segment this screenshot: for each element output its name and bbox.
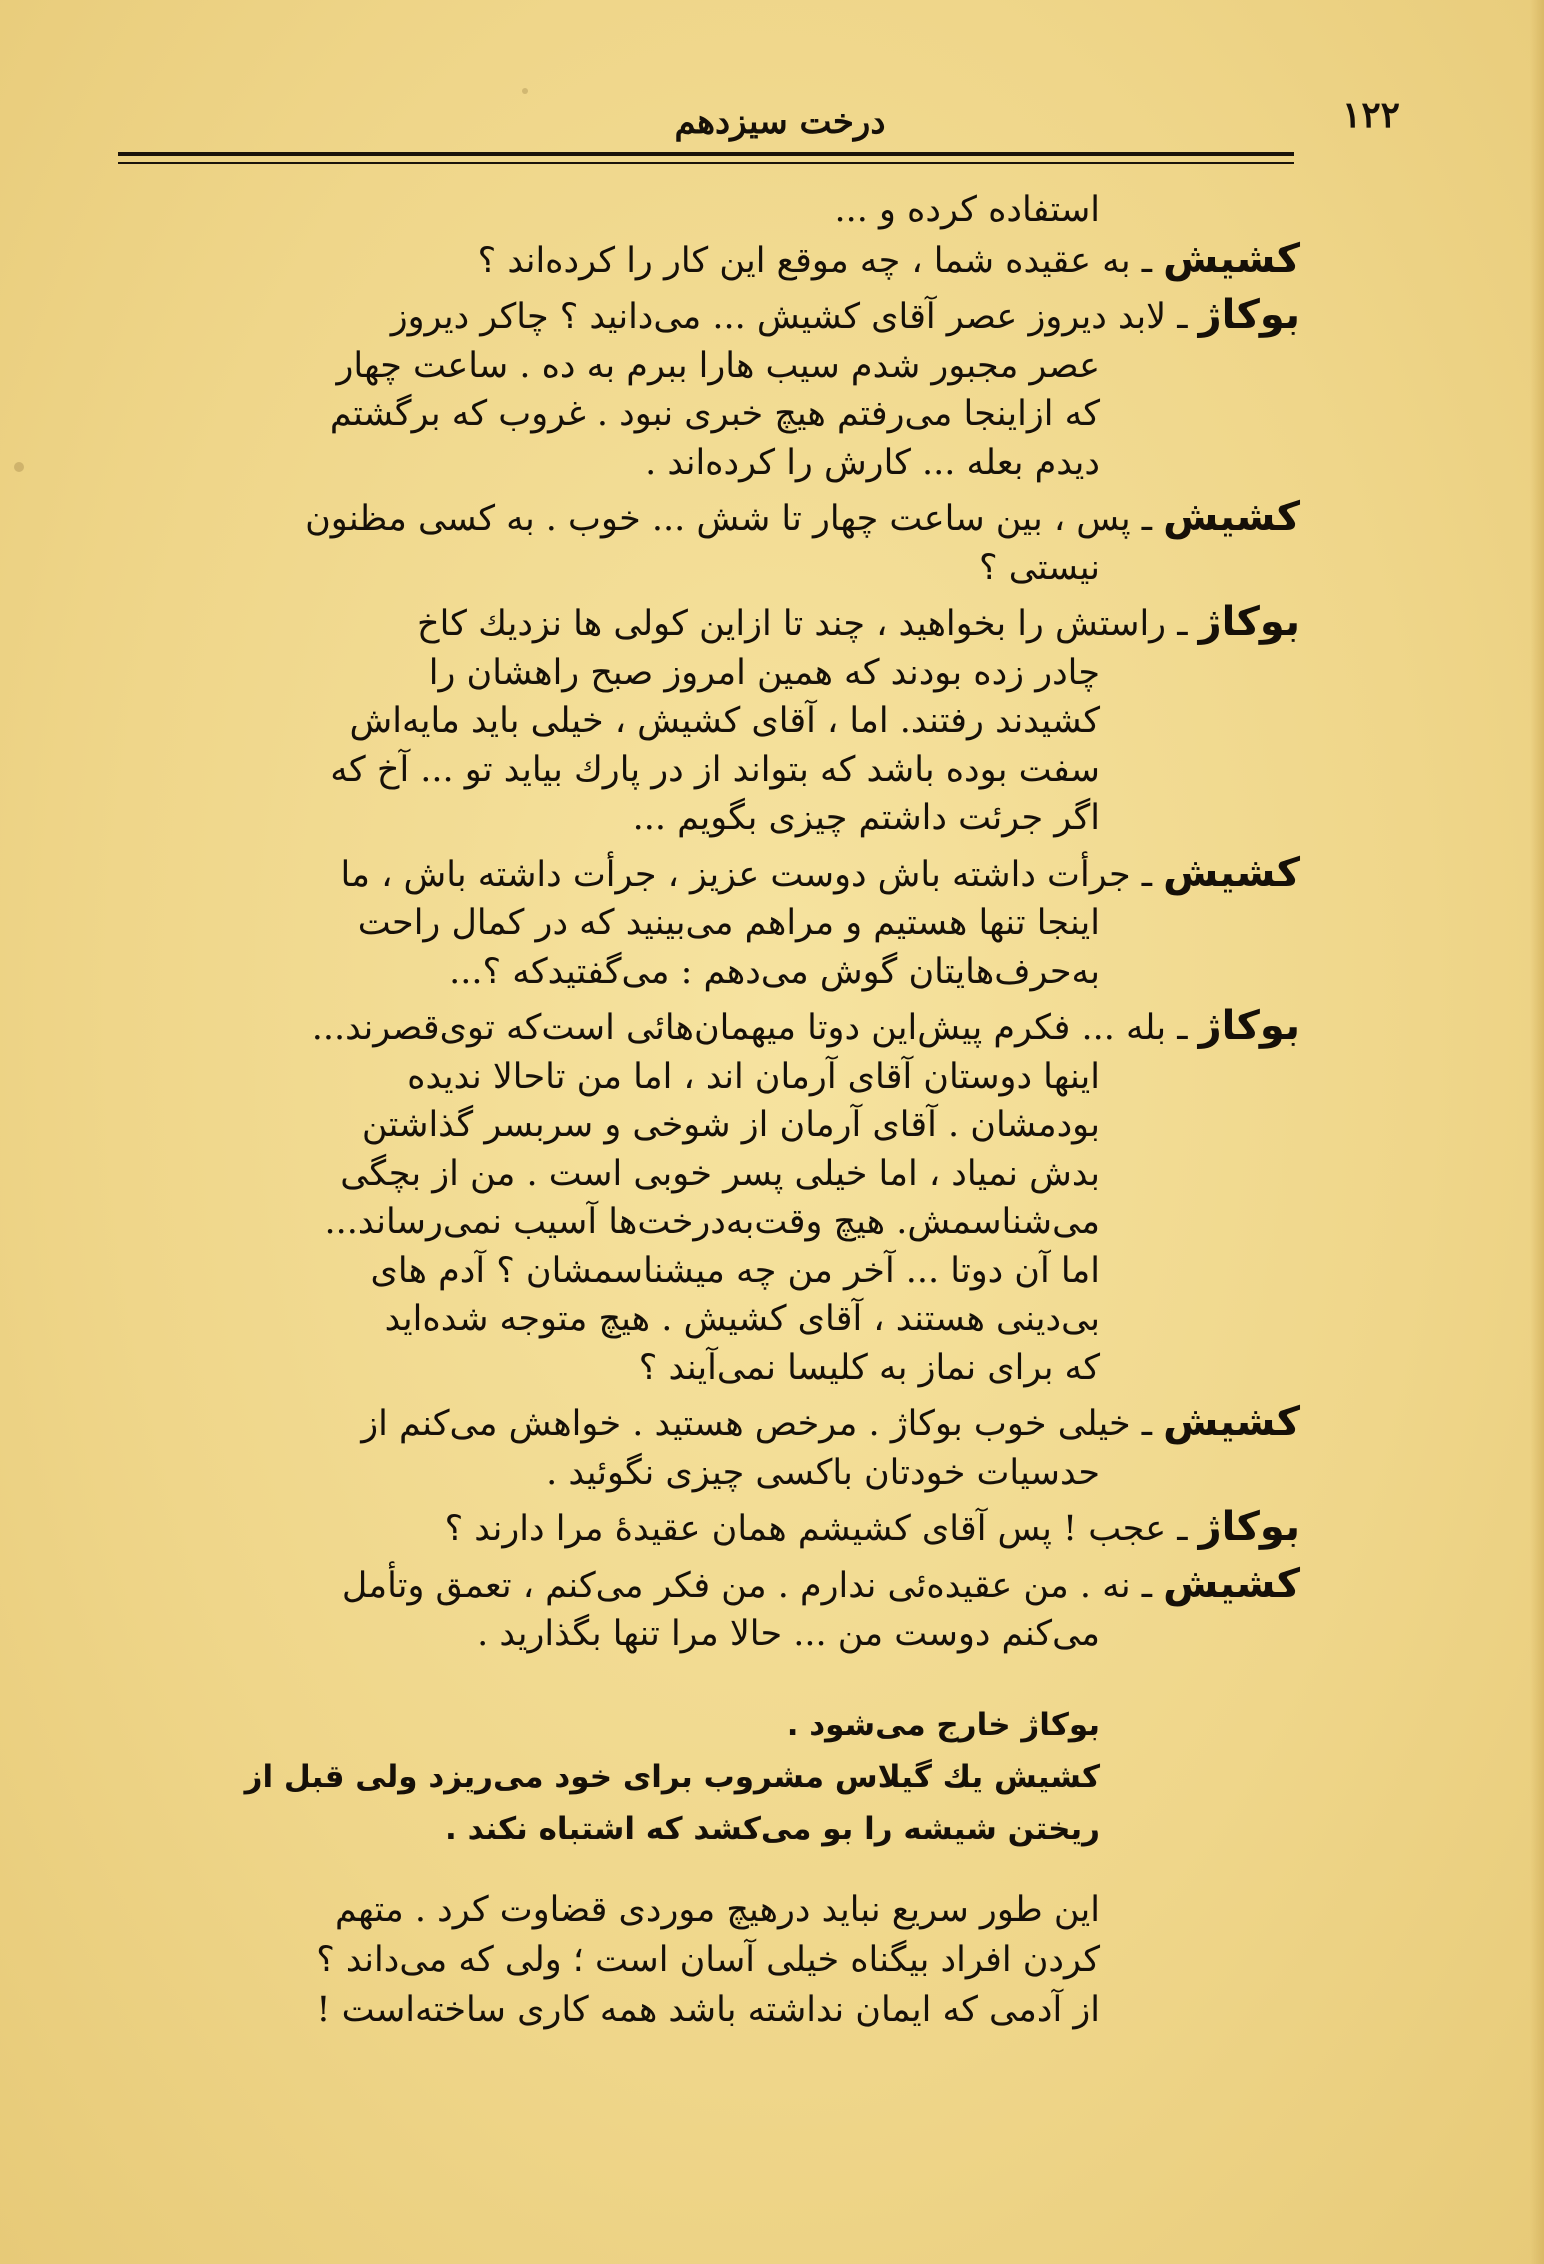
dialogue-entry [110, 493, 1300, 592]
closing-line: کردن افراد بیگناه خیلی آسان است ؛ ولی که می‌داند ؟ [316, 1939, 1100, 1980]
dialogue-first-line [110, 493, 1300, 544]
dialogue-line: که ازاینجا می‌رفتم هیچ خبری نبود . غروب که برگشتم [329, 394, 1100, 434]
dialogue-entry [110, 235, 1300, 286]
closing-line: از آدمی که ایمان نداشته باشد همه کاری ساخته‌است ! [316, 1989, 1100, 2030]
dialogue-line: دیدم بعله ... کارش را کرده‌اند . [645, 442, 1100, 483]
dialogue-line: کشیدند رفتند. اما ، آقای کشیش ، خیلی باید مایه‌اش [349, 701, 1100, 741]
stage-direction-line: کشیش یك گیلاس مشروب برای خود می‌ریزد ولی قبل از [244, 1758, 1100, 1795]
dialogue-line: به‌حرف‌هایتان گوش می‌دهم : می‌گفتیدکه ؟... [449, 951, 1100, 992]
speaker-name: کشیش [1163, 494, 1300, 540]
dialogue-line: اگر جرئت داشتم چیزی بگویم ... [632, 798, 1100, 838]
speaker-name: کشیش [1163, 1560, 1300, 1607]
dialogue-first-line [110, 1560, 1300, 1611]
dialogue-line: که برای نماز به کلیسا نمی‌آیند ؟ [638, 1347, 1100, 1388]
dialogue-line: حدسیات خودتان باکسی چیزی نگوئید . [546, 1452, 1100, 1493]
dialogue-line: می‌شناسمش. هیچ وقت‌به‌درخت‌ها آسیب نمی‌رساند... [324, 1202, 1100, 1242]
dialogue-line: ـ بله ... فکرم پیش‌این دوتا میهمان‌هائی است‌که توی‌قصرند... [311, 1008, 1199, 1048]
header-rule-thick [118, 152, 1294, 156]
dialogue-line: چادر زده بودند که همین امروز صبح راهشان را [428, 652, 1100, 693]
dialogue-line: ـ راستش را بخواهید ، چند تا ازاین کولی ها نزدیك کاخ [417, 604, 1199, 644]
closing-line: این طور سریع نباید درهیچ موردی قضاوت کرد . متهم [335, 1889, 1100, 1930]
stage-direction-line: ریختن شیشه را بو می‌کشد که اشتباه نکند . [445, 1810, 1100, 1847]
dialogue-first-line [110, 1398, 1300, 1449]
page-number: ۱۲۲ [1341, 94, 1400, 136]
speaker-name: بوکاژ [1198, 292, 1300, 338]
dialogue-line: عصر مجبور شدم سیب هارا ببرم به ده . ساعت چهار [336, 345, 1100, 386]
opening-line: استفاده کرده و ... [834, 190, 1100, 230]
dialogue-first-line [110, 291, 1300, 342]
speaker-name: کشیش [1163, 849, 1300, 896]
dialogue-line: سفت بوده باشد که بتواند از در پارك بیاید تو ... آخ که [330, 749, 1100, 790]
paper-spot [14, 462, 24, 472]
dialogue-line: ـ به عقیده شما ، چه موقع این کار را کرده‌اند ؟ [477, 240, 1164, 281]
closing-paragraph [110, 1885, 1300, 2035]
speaker-name: بوکاژ [1198, 1504, 1300, 1550]
dialogue-line: ـ جرأت داشته باش دوست عزیز ، جرأت داشته باش ، ما [340, 854, 1164, 895]
dialogue-entry [110, 291, 1300, 487]
dialogue-first-line [110, 235, 1300, 286]
dialogue-entry [110, 1398, 1300, 1497]
dialogue-first-line [110, 1503, 1300, 1554]
dialogue-entry [110, 849, 1300, 997]
dialogue-line: می‌کنم دوست من ... حالا مرا تنها بگذارید . [477, 1614, 1100, 1654]
speaker-name: کشیش [1163, 1399, 1300, 1445]
dialogue-line: اما آن دوتا ... آخر من چه میشناسمشان ؟ آدم های [370, 1250, 1100, 1291]
header-rule-thin [118, 162, 1294, 164]
dialogue-line: بی‌دینی هستند ، آقای کشیش . هیچ متوجه شده‌اید [384, 1299, 1100, 1339]
dialogue-first-line [110, 598, 1300, 649]
dialogue [110, 235, 1300, 1659]
stage-direction-line: بوکاژ خارج می‌شود . [786, 1706, 1100, 1743]
dialogue-entry [110, 1503, 1300, 1554]
dialogue-entry [110, 1560, 1300, 1659]
dialogue-entry [110, 598, 1300, 843]
page-header [110, 88, 1400, 148]
speaker-name: بوکاژ [1198, 1003, 1300, 1049]
dialogue-first-line [110, 849, 1300, 900]
dialogue-line: نیستی ؟ [979, 547, 1100, 588]
stage-directions [110, 1699, 1300, 1855]
dialogue-entry [110, 1002, 1300, 1392]
dialogue-line: ـ پس ، بین ساعت چهار تا شش ... خوب . به کسی مظنون [305, 499, 1164, 539]
speaker-name: کشیش [1163, 235, 1300, 282]
page-body [110, 186, 1300, 2035]
dialogue-line: ـ عجب ! پس آقای کشیشم همان عقیدهٔ مرا دارند ؟ [444, 1509, 1199, 1549]
dialogue-line: ـ لابد دیروز عصر آقای کشیش ... می‌دانید ؟ چاکر دیروز [390, 297, 1199, 337]
dialogue-line: ـ خیلی خوب بوکاژ . مرخص هستید . خواهش می‌کنم از [361, 1404, 1164, 1444]
dialogue-line: بدش نمیاد ، اما خیلی پسر خوبی است . من از بچگی [340, 1153, 1100, 1194]
running-title: درخت سیزدهم [674, 102, 886, 142]
dialogue-line: بودمشان . آقای آرمان از شوخی و سربسر گذاشتن [361, 1105, 1100, 1145]
dialogue-first-line [110, 1002, 1300, 1053]
dialogue-line: اینها دوستان آقای آرمان اند ، اما من تاحالا ندیده [407, 1056, 1100, 1097]
page-edge-shadow [1530, 0, 1544, 2264]
speaker-name: بوکاژ [1198, 599, 1300, 645]
dialogue-line: ـ نه . من عقیده‌ئی ندارم . من فکر می‌کنم ، تعمق وتأمل [341, 1565, 1164, 1606]
dialogue-line: اینجا تنها هستیم و مراهم می‌بینید که در کمال راحت [357, 903, 1100, 943]
